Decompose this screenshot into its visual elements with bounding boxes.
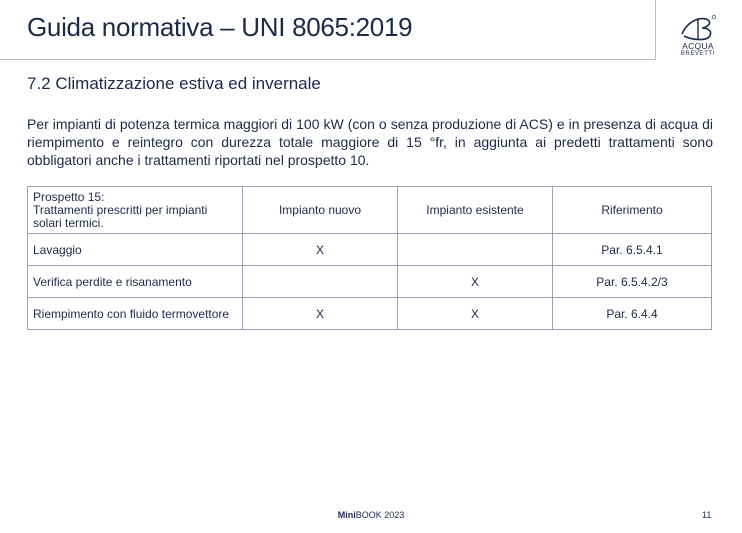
table-header-row (28, 187, 712, 234)
cell-riferimento: Par. 6.4.4 (553, 298, 712, 330)
column-header-nuovo: Impianto nuovo (243, 187, 398, 234)
page-title: Guida normativa – UNI 8065:2019 (27, 12, 413, 42)
table-row (28, 266, 712, 298)
cell-esistente: X (398, 266, 553, 298)
column-header-esistente: Impianto esistente (398, 187, 553, 234)
row-label: Verifica perdite e risanamento (28, 266, 243, 298)
footer-brand-bold: Mini (337, 510, 356, 520)
cell-esistente: X (398, 298, 553, 330)
header-vertical-divider (655, 0, 656, 60)
row-label: Riempimento con fluido termovettore (28, 298, 243, 330)
logo-mark-icon (678, 14, 718, 42)
logo-text-secondary: BREVETTI (680, 51, 716, 57)
cell-riferimento: Par. 6.5.4.1 (553, 234, 712, 266)
table-row (28, 298, 712, 330)
treatments-table (27, 186, 712, 330)
row-label: Lavaggio (28, 234, 243, 266)
footer-brand (0, 510, 742, 520)
table-caption-cell (28, 187, 243, 234)
logo-text-primary: ACQUA (682, 41, 714, 51)
cell-esistente (398, 234, 553, 266)
cell-nuovo (243, 266, 398, 298)
table-caption-text: Trattamenti prescritti per impianti solari termici. (33, 202, 208, 230)
intro-paragraph: Per impianti di potenza termica maggiori di 100 kW (con o senza produzione di ACS) e in presenza di acqua di riempimento e reintegro con durezza totale maggiore di 15 °fr, in aggiunta ai predetti trattamenti sono obbligatori anche i trattamenti riportati nel prospetto 10. (27, 116, 713, 168)
section-title: 7.2 Climatizzazione estiva ed invernale (27, 74, 321, 93)
table-caption-title: Prospetto 15: (33, 189, 105, 204)
page-number: 11 (702, 510, 712, 520)
brand-logo (674, 14, 722, 66)
footer-brand-rest: BOOK 2023 (355, 510, 405, 520)
header-divider (0, 59, 655, 60)
cell-nuovo: X (243, 234, 398, 266)
cell-nuovo: X (243, 298, 398, 330)
column-header-riferimento: Riferimento (553, 187, 712, 234)
cell-riferimento: Par. 6.5.4.2/3 (553, 266, 712, 298)
table-row (28, 234, 712, 266)
